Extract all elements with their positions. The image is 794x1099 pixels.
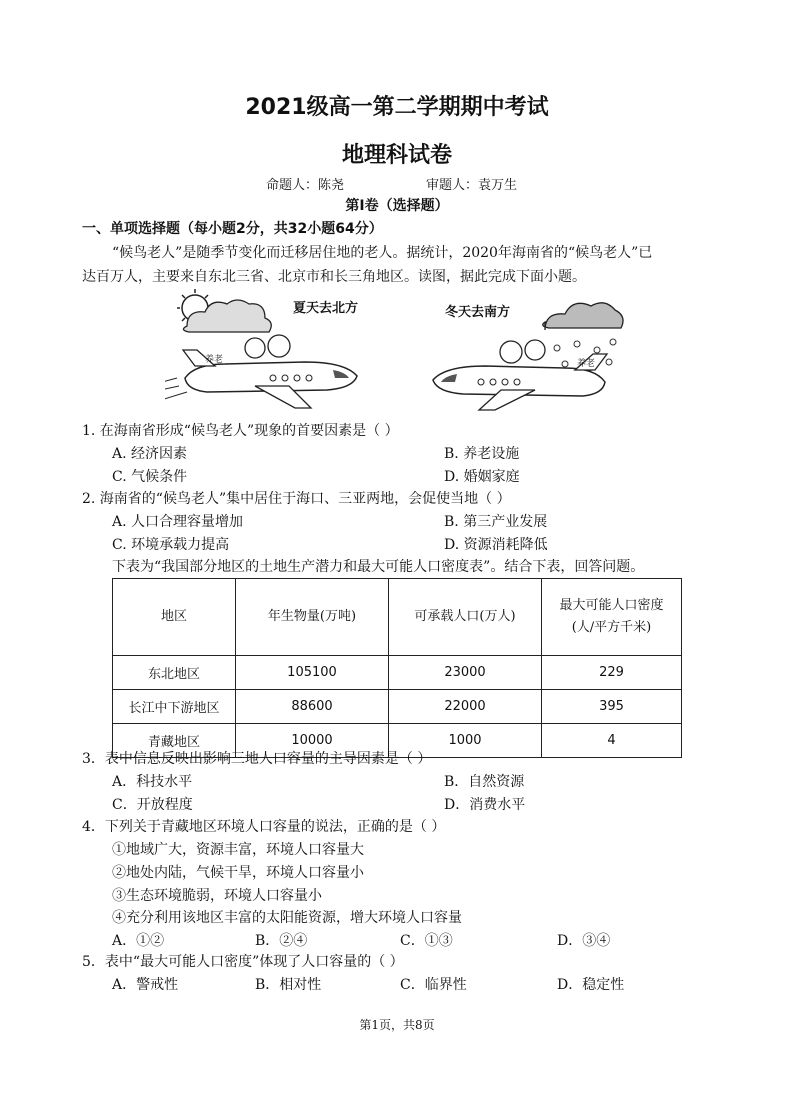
cell-biomass: 10000	[236, 724, 389, 758]
passage-line-1: “候鸟老人”是随季节变化而迁移居住地的老人。据统计，2020年海南省的“候鸟老人”已	[112, 245, 653, 261]
question-1-option-c[interactable]: C. 气候条件	[112, 469, 188, 485]
cell-density: 229	[542, 656, 682, 690]
question-4-option-a[interactable]: A．①②	[112, 933, 165, 949]
question-3-option-a[interactable]: A．科技水平	[112, 774, 193, 790]
question-5-option-d[interactable]: D．稳定性	[557, 977, 625, 993]
cell-region: 东北地区	[113, 656, 236, 690]
airplane-right-icon	[433, 340, 607, 410]
question-2-option-d[interactable]: D. 资源消耗降低	[444, 537, 548, 553]
setter-label: 命题人：陈尧	[266, 178, 345, 193]
question-1-option-d[interactable]: D. 婚姻家庭	[444, 469, 520, 485]
header-density-line1: 最大可能人口密度	[559, 598, 664, 613]
question-1-option-a[interactable]: A. 经济因素	[112, 446, 188, 462]
question-3-option-d[interactable]: D．消费水平	[444, 797, 526, 813]
question-3-stem: 3．表中信息反映出影响三地人口容量的主导因素是（ ）	[82, 751, 432, 767]
header-density-line2: (人/平方千米)	[571, 620, 652, 635]
summer-label: 夏天去北方	[293, 301, 359, 316]
population-table	[112, 578, 682, 758]
volume-heading: 第Ⅰ卷（选择题）	[345, 198, 449, 214]
cell-region: 青藏地区	[113, 724, 236, 758]
cell-biomass: 88600	[236, 690, 389, 724]
question-4-statement-3: ③生态环境脆弱，环境人口容量小	[112, 888, 322, 904]
question-5-stem: 5．表中“最大可能人口密度”体现了人口容量的（ ）	[82, 954, 404, 970]
question-5-option-b[interactable]: B．相对性	[255, 977, 322, 993]
cell-capacity: 23000	[389, 656, 542, 690]
question-4-statement-4: ④充分利用该地区丰富的太阳能资源，增大环境人口容量	[112, 910, 462, 926]
question-5-option-c[interactable]: C．临界性	[400, 977, 467, 993]
cell-density: 395	[542, 690, 682, 724]
passage-line-2: 达百万人，主要来自东北三省、北京市和长三角地区。读图，据此完成下面小题。	[82, 269, 586, 285]
question-2-option-a[interactable]: A. 人口合理容量增加	[112, 514, 244, 530]
page-footer: 第1页，共8页	[359, 1018, 435, 1032]
reviewer-label: 审题人：袁万生	[426, 178, 518, 193]
cell-density: 4	[542, 724, 682, 758]
cloud-right-icon	[543, 303, 623, 330]
header-biomass: 年生物量(万吨)	[236, 579, 389, 656]
question-4-option-b[interactable]: B．②④	[255, 933, 308, 949]
question-4-statement-2: ②地处内陆，气候干旱，环境人口容量小	[112, 865, 364, 881]
question-1-stem: 1. 在海南省形成“候鸟老人”现象的首要因素是（ ）	[82, 423, 399, 439]
cell-capacity: 1000	[389, 724, 542, 758]
table-row	[113, 690, 682, 724]
question-2-option-b[interactable]: B. 第三产业发展	[444, 514, 548, 530]
section-heading: 一、单项选择题（每小题2分，共32小题64分）	[82, 221, 383, 237]
exam-title: 2021级高一第二学期期中考试	[245, 95, 549, 120]
table-intro: 下表为“我国部分地区的土地生产潜力和最大可能人口密度表”。结合下表，回答问题。	[112, 559, 645, 575]
winter-label: 冬天去南方	[445, 305, 511, 320]
airplane-left-icon	[165, 335, 357, 408]
question-1-option-b[interactable]: B. 养老设施	[444, 446, 520, 462]
badge-left: 养老	[205, 355, 224, 365]
header-capacity: 可承载人口(万人)	[389, 579, 542, 656]
cell-region: 长江中下游地区	[113, 690, 236, 724]
question-3-option-b[interactable]: B．自然资源	[444, 774, 525, 790]
question-5-option-a[interactable]: A．警戒性	[112, 977, 179, 993]
question-4-stem: 4．下列关于青藏地区环境人口容量的说法，正确的是（ ）	[82, 819, 446, 835]
question-3-option-c[interactable]: C．开放程度	[112, 797, 193, 813]
question-4-option-c[interactable]: C．①③	[400, 933, 453, 949]
table-row	[113, 656, 682, 690]
badge-right: 养老	[577, 359, 596, 369]
question-2-stem: 2. 海南省的“候鸟老人”集中居住于海口、三亚两地，会促使当地（ ）	[82, 491, 511, 507]
table-header-row	[113, 579, 682, 656]
question-2-option-c[interactable]: C. 环境承载力提高	[112, 537, 230, 553]
header-region: 地区	[113, 579, 236, 656]
cell-capacity: 22000	[389, 690, 542, 724]
header-density	[542, 579, 682, 656]
cell-biomass: 105100	[236, 656, 389, 690]
migration-illustration	[165, 286, 625, 414]
question-4-option-d[interactable]: D．③④	[557, 933, 611, 949]
question-4-statement-1: ①地域广大，资源丰富，环境人口容量大	[112, 842, 364, 858]
exam-subtitle: 地理科试卷	[341, 143, 452, 168]
